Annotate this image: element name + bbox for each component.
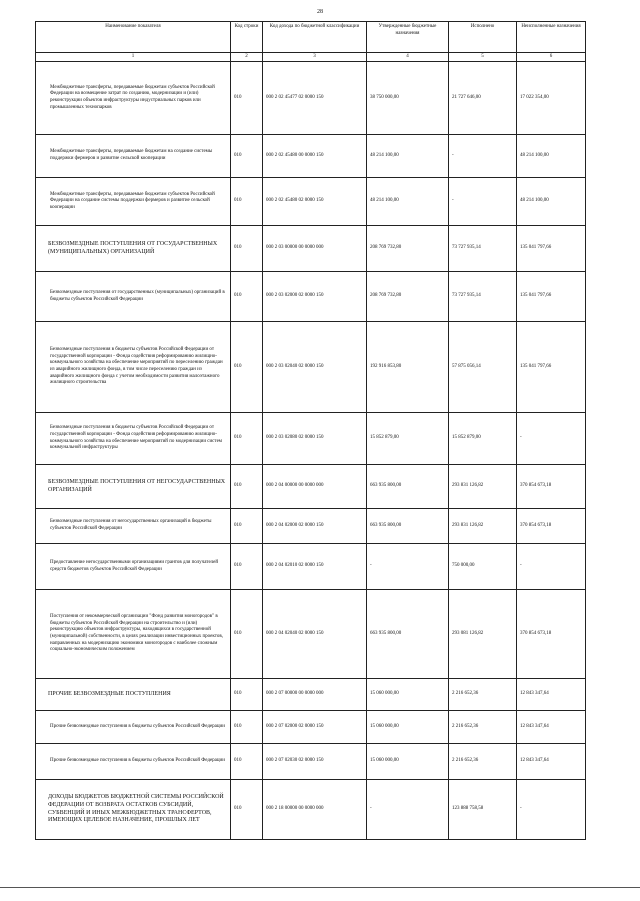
row-revenue-code: 000 2 03 02040 02 0000 150 <box>263 322 367 413</box>
table-row <box>36 62 586 135</box>
row-revenue-code: 000 2 04 02010 02 0000 150 <box>263 544 367 590</box>
row-executed: 21 727 646,00 <box>449 62 517 135</box>
row-line-code: 010 <box>231 744 263 780</box>
row-approved: 663 935 800,00 <box>367 590 449 679</box>
row-approved: 208 769 732,80 <box>367 272 449 322</box>
column-number: 2 <box>231 53 263 62</box>
header-revenue-code: Код дохода по бюджетной классификации <box>263 22 367 53</box>
row-unexecuted: 12 843 347,64 <box>517 711 586 744</box>
row-line-code: 010 <box>231 590 263 679</box>
row-approved: 38 750 000,00 <box>367 62 449 135</box>
table-row <box>36 135 586 178</box>
row-unexecuted: 12 843 347,64 <box>517 744 586 780</box>
row-executed: - <box>449 135 517 178</box>
row-executed: 123 888 758,58 <box>449 780 517 840</box>
row-line-code: 010 <box>231 711 263 744</box>
table-row <box>36 226 586 272</box>
row-revenue-code: 000 2 02 45480 00 0000 150 <box>263 135 367 178</box>
row-unexecuted: 370 854 673,18 <box>517 465 586 509</box>
row-name: Безвозмездные поступления в бюджеты субъектов Российской Федерации от государственной корпорации - Фонда содействия реформированию жилищно-коммунального хозяйства на обеспечение мероприятий по модернизации систем коммунальной инфраструктуры <box>36 413 231 465</box>
row-line-code: 010 <box>231 544 263 590</box>
row-executed: 73 727 935,14 <box>449 226 517 272</box>
row-unexecuted: - <box>517 413 586 465</box>
row-name: Поступления от некоммерческой организации "Фонд развития моногородов" в бюджеты субъектов Российской Федерации на строительство и (или) реконструкцию объектов инфраструктуры, находящихся в государственной (муниципальной) собственности, в целях реализации инвестиционных проектов, направленных на модернизацию экономики моногородов с наиболее сложным социально-экономическим положением <box>36 590 231 679</box>
row-name: Безвозмездные поступления в бюджеты субъектов Российской Федерации от государственной корпорации - Фонда содействия реформированию жилищно-коммунального хозяйства на обеспечение мероприятий по переселению граждан из аварийного жилищного фонда, в том числе переселению граждан из аварийного жилищного фонда с учетом необходимости развития малоэтажного жилищного строительства <box>36 322 231 413</box>
row-revenue-code: 000 2 03 02000 02 0000 150 <box>263 272 367 322</box>
row-approved: 15 852 879,00 <box>367 413 449 465</box>
table-row <box>36 413 586 465</box>
page-number: 28 <box>317 9 323 15</box>
row-name: БЕЗВОЗМЕЗДНЫЕ ПОСТУПЛЕНИЯ ОТ НЕГОСУДАРСТВЕННЫХ ОРГАНИЗАЦИЙ <box>36 465 231 509</box>
row-approved: - <box>367 780 449 840</box>
row-approved: 15 060 000,00 <box>367 679 449 711</box>
row-executed: 2 216 652,36 <box>449 711 517 744</box>
row-executed: 73 727 935,14 <box>449 272 517 322</box>
row-approved: - <box>367 544 449 590</box>
row-executed: 293 831 126,82 <box>449 465 517 509</box>
table-row <box>36 272 586 322</box>
row-revenue-code: 000 2 07 00000 00 0000 000 <box>263 679 367 711</box>
table-row <box>36 544 586 590</box>
header-unexecuted: Неисполненные назначения <box>517 22 586 53</box>
row-line-code: 010 <box>231 272 263 322</box>
row-approved: 663 935 800,00 <box>367 509 449 544</box>
row-unexecuted: 135 041 797,66 <box>517 226 586 272</box>
row-line-code: 010 <box>231 679 263 711</box>
table-row <box>36 509 586 544</box>
row-name: Прочие безвозмездные поступления в бюджеты субъектов Российской Федерации <box>36 711 231 744</box>
row-unexecuted: 135 041 797,66 <box>517 272 586 322</box>
row-line-code: 010 <box>231 322 263 413</box>
row-executed: 2 216 652,36 <box>449 679 517 711</box>
row-executed: 2 216 652,36 <box>449 744 517 780</box>
row-revenue-code: 000 2 03 02080 02 0000 150 <box>263 413 367 465</box>
row-unexecuted: 370 854 673,18 <box>517 509 586 544</box>
table-row <box>36 322 586 413</box>
row-line-code: 010 <box>231 135 263 178</box>
table-row <box>36 711 586 744</box>
row-line-code: 010 <box>231 509 263 544</box>
header-name: Наименование показателя <box>36 22 231 53</box>
row-unexecuted: 135 041 797,66 <box>517 322 586 413</box>
row-name: ПРОЧИЕ БЕЗВОЗМЕЗДНЫЕ ПОСТУПЛЕНИЯ <box>36 679 231 711</box>
row-approved: 48 214 100,00 <box>367 178 449 226</box>
table-row <box>36 679 586 711</box>
row-name: Безвозмездные поступления от негосударственных организаций в бюджеты субъектов Российской Федерации <box>36 509 231 544</box>
header-approved: Утвержденные бюджетные назначения <box>367 22 449 53</box>
row-revenue-code: 000 2 07 02000 02 0000 150 <box>263 711 367 744</box>
row-line-code: 010 <box>231 465 263 509</box>
row-line-code: 010 <box>231 226 263 272</box>
row-line-code: 010 <box>231 780 263 840</box>
row-revenue-code: 000 2 07 02030 02 0000 150 <box>263 744 367 780</box>
row-line-code: 010 <box>231 413 263 465</box>
table-row <box>36 590 586 679</box>
row-revenue-code: 000 2 02 45477 02 0000 150 <box>263 62 367 135</box>
column-number: 5 <box>449 53 517 62</box>
row-revenue-code: 000 2 04 00000 00 0000 000 <box>263 465 367 509</box>
column-number-row <box>36 53 586 62</box>
row-unexecuted: 48 214 100,00 <box>517 178 586 226</box>
row-unexecuted: 12 843 347,64 <box>517 679 586 711</box>
column-number: 6 <box>517 53 586 62</box>
row-approved: 15 060 000,00 <box>367 744 449 780</box>
row-unexecuted: 17 022 354,00 <box>517 62 586 135</box>
row-executed: 750 000,00 <box>449 544 517 590</box>
row-executed: 293 831 126,82 <box>449 509 517 544</box>
row-name: Межбюджетные трансферты, передаваемые бюджетам субъектов Российской Федерации на создание системы поддержки фермеров и развитие сельской кооперации <box>36 178 231 226</box>
row-approved: 48 214 100,00 <box>367 135 449 178</box>
row-executed: 15 852 879,00 <box>449 413 517 465</box>
row-name: ДОХОДЫ БЮДЖЕТОВ БЮДЖЕТНОЙ СИСТЕМЫ РОССИЙСКОЙ ФЕДЕРАЦИИ ОТ ВОЗВРАТА ОСТАТКОВ СУБСИДИЙ, СУБВЕНЦИЙ И ИНЫХ МЕЖБЮДЖЕТНЫХ ТРАНСФЕРТОВ, ИМЕЮЩИХ ЦЕЛЕВОЕ НАЗНАЧЕНИЕ, ПРОШЛЫХ ЛЕТ <box>36 780 231 840</box>
row-name: Прочие безвозмездные поступления в бюджеты субъектов Российской Федерации <box>36 744 231 780</box>
row-revenue-code: 000 2 03 00000 00 0000 000 <box>263 226 367 272</box>
row-revenue-code: 000 2 04 02040 02 0000 150 <box>263 590 367 679</box>
table-row <box>36 780 586 840</box>
row-name: Безвозмездные поступления от государственных (муниципальных) организаций в бюджеты субъектов Российской Федерации <box>36 272 231 322</box>
row-executed: 57 875 056,14 <box>449 322 517 413</box>
budget-revenue-table <box>35 21 586 840</box>
row-name: Предоставление негосударственными организациями грантов для получателей средств бюджетов субъектов Российской Федерации <box>36 544 231 590</box>
row-unexecuted: 370 854 673,18 <box>517 590 586 679</box>
row-unexecuted: - <box>517 780 586 840</box>
page-bottom-rule <box>0 887 640 888</box>
row-unexecuted: - <box>517 544 586 590</box>
row-name: Межбюджетные трансферты, передаваемые бюджетам на создание системы поддержки фермеров и развитие сельской кооперации <box>36 135 231 178</box>
row-revenue-code: 000 2 18 00000 00 0000 000 <box>263 780 367 840</box>
row-revenue-code: 000 2 04 02000 02 0000 150 <box>263 509 367 544</box>
header-executed: Исполнено <box>449 22 517 53</box>
row-line-code: 010 <box>231 178 263 226</box>
row-name: Межбюджетные трансферты, передаваемые бюджетам субъектов Российской Федерации на возмещение затрат по созданию, модернизации и (или) реконструкции объектов инфраструктуры индустриальных парков или промышленных технопарков <box>36 62 231 135</box>
row-approved: 192 916 853,80 <box>367 322 449 413</box>
column-number: 1 <box>36 53 231 62</box>
column-number: 4 <box>367 53 449 62</box>
table-row <box>36 744 586 780</box>
column-number: 3 <box>263 53 367 62</box>
table-row <box>36 465 586 509</box>
table-row <box>36 178 586 226</box>
row-unexecuted: 48 214 100,00 <box>517 135 586 178</box>
row-approved: 208 769 732,80 <box>367 226 449 272</box>
row-line-code: 010 <box>231 62 263 135</box>
row-executed: - <box>449 178 517 226</box>
row-executed: 293 081 126,82 <box>449 590 517 679</box>
row-approved: 15 060 000,00 <box>367 711 449 744</box>
row-revenue-code: 000 2 02 45480 02 0000 150 <box>263 178 367 226</box>
header-row <box>36 22 586 53</box>
header-line-code: Код строки <box>231 22 263 53</box>
row-approved: 663 935 800,00 <box>367 465 449 509</box>
row-name: БЕЗВОЗМЕЗДНЫЕ ПОСТУПЛЕНИЯ ОТ ГОСУДАРСТВЕННЫХ (МУНИЦИПАЛЬНЫХ) ОРГАНИЗАЦИЙ <box>36 226 231 272</box>
